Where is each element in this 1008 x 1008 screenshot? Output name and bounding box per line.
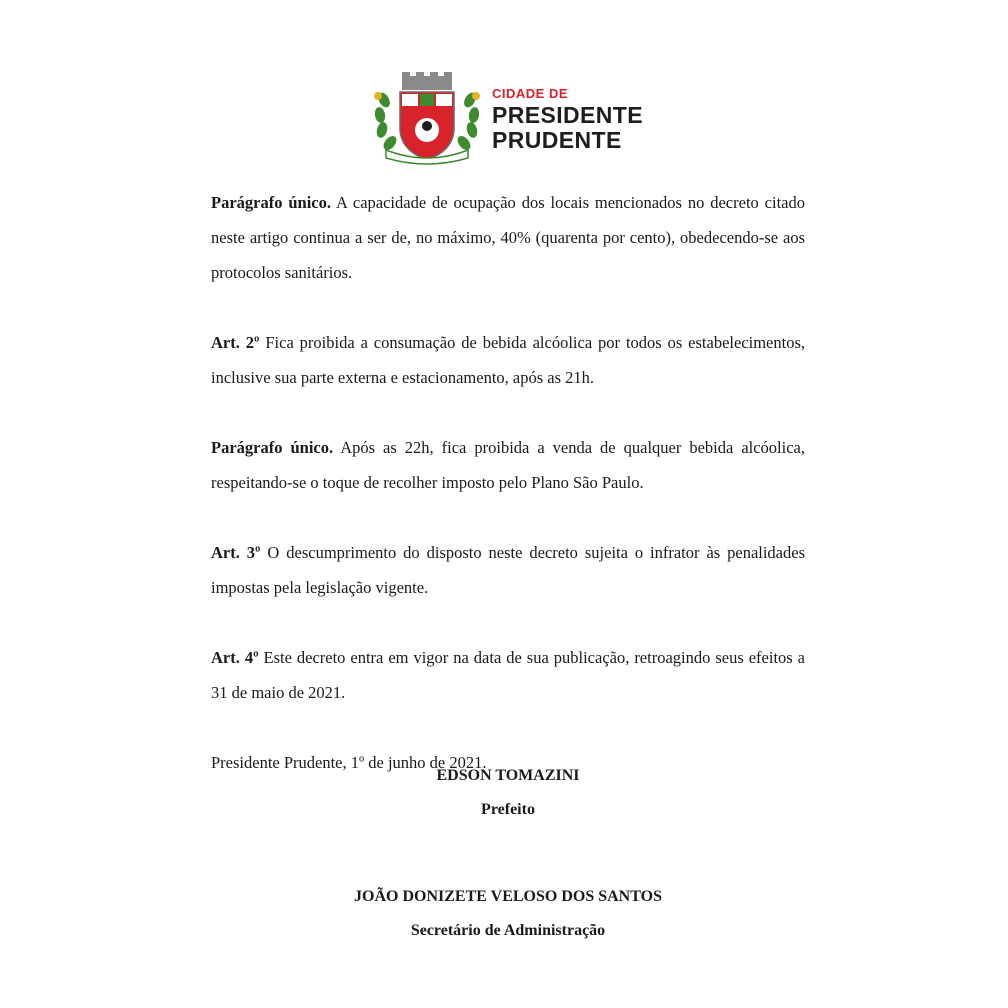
paragraph-unico-2 <box>211 430 805 500</box>
mural-crown <box>402 72 452 90</box>
city-crest-emblem <box>372 70 482 166</box>
article-text: O descumprimento do disposto neste decreto sujeita o infrator às penalidades impostas pela legislação vigente. <box>211 543 806 597</box>
city-name-line-2: PRUDENTE <box>492 127 622 153</box>
decree-body <box>211 185 805 815</box>
article-label: Art. 2º <box>211 333 260 352</box>
paragraph-label: Parágrafo único. <box>211 438 334 457</box>
paragraph-text: Após as 22h, fica proibida a venda de qualquer bebida alcóolica, respeitando-se o toque de recolher imposto pelo Plano São Paulo. <box>211 438 805 492</box>
paragraph-label: Parágrafo único. <box>211 193 331 212</box>
signature-secretary <box>211 880 805 948</box>
signatory-title: Prefeito <box>481 801 535 818</box>
paragraph-text: A capacidade de ocupação dos locais mencionados no decreto citado neste artigo continua a ser de, no máximo, 40% (quarenta por cento), obedecendo-se aos protocolos sanitários. <box>211 193 805 282</box>
city-name <box>492 87 643 152</box>
signature-mayor <box>211 759 805 827</box>
article-label: Art. 4º <box>211 648 259 667</box>
city-header <box>372 70 662 170</box>
date-line: Presidente Prudente, 1º de junho de 2021. <box>211 753 487 772</box>
article-3 <box>211 535 805 605</box>
city-name-prefix: CIDADE DE <box>492 86 569 101</box>
article-4 <box>211 640 805 710</box>
signatory-name: JOÃO DONIZETE VELOSO DOS SANTOS <box>354 888 662 905</box>
article-text: Fica proibida a consumação de bebida alcóolica por todos os estabelecimentos, inclusive sua parte externa e estacionamento, após as 21h. <box>211 333 805 387</box>
paragraph-unico-1 <box>211 185 805 290</box>
signatory-name: EDSON TOMAZINI <box>436 767 580 784</box>
signatory-title: Secretário de Administração <box>410 922 606 939</box>
article-2 <box>211 325 805 395</box>
article-label: Art. 3º <box>211 543 261 562</box>
article-text: Este decreto entra em vigor na data de sua publicação, retroagindo seus efeitos a 31 de maio de 2021. <box>211 648 805 702</box>
city-name-line-1: PRESIDENTE <box>492 102 643 128</box>
